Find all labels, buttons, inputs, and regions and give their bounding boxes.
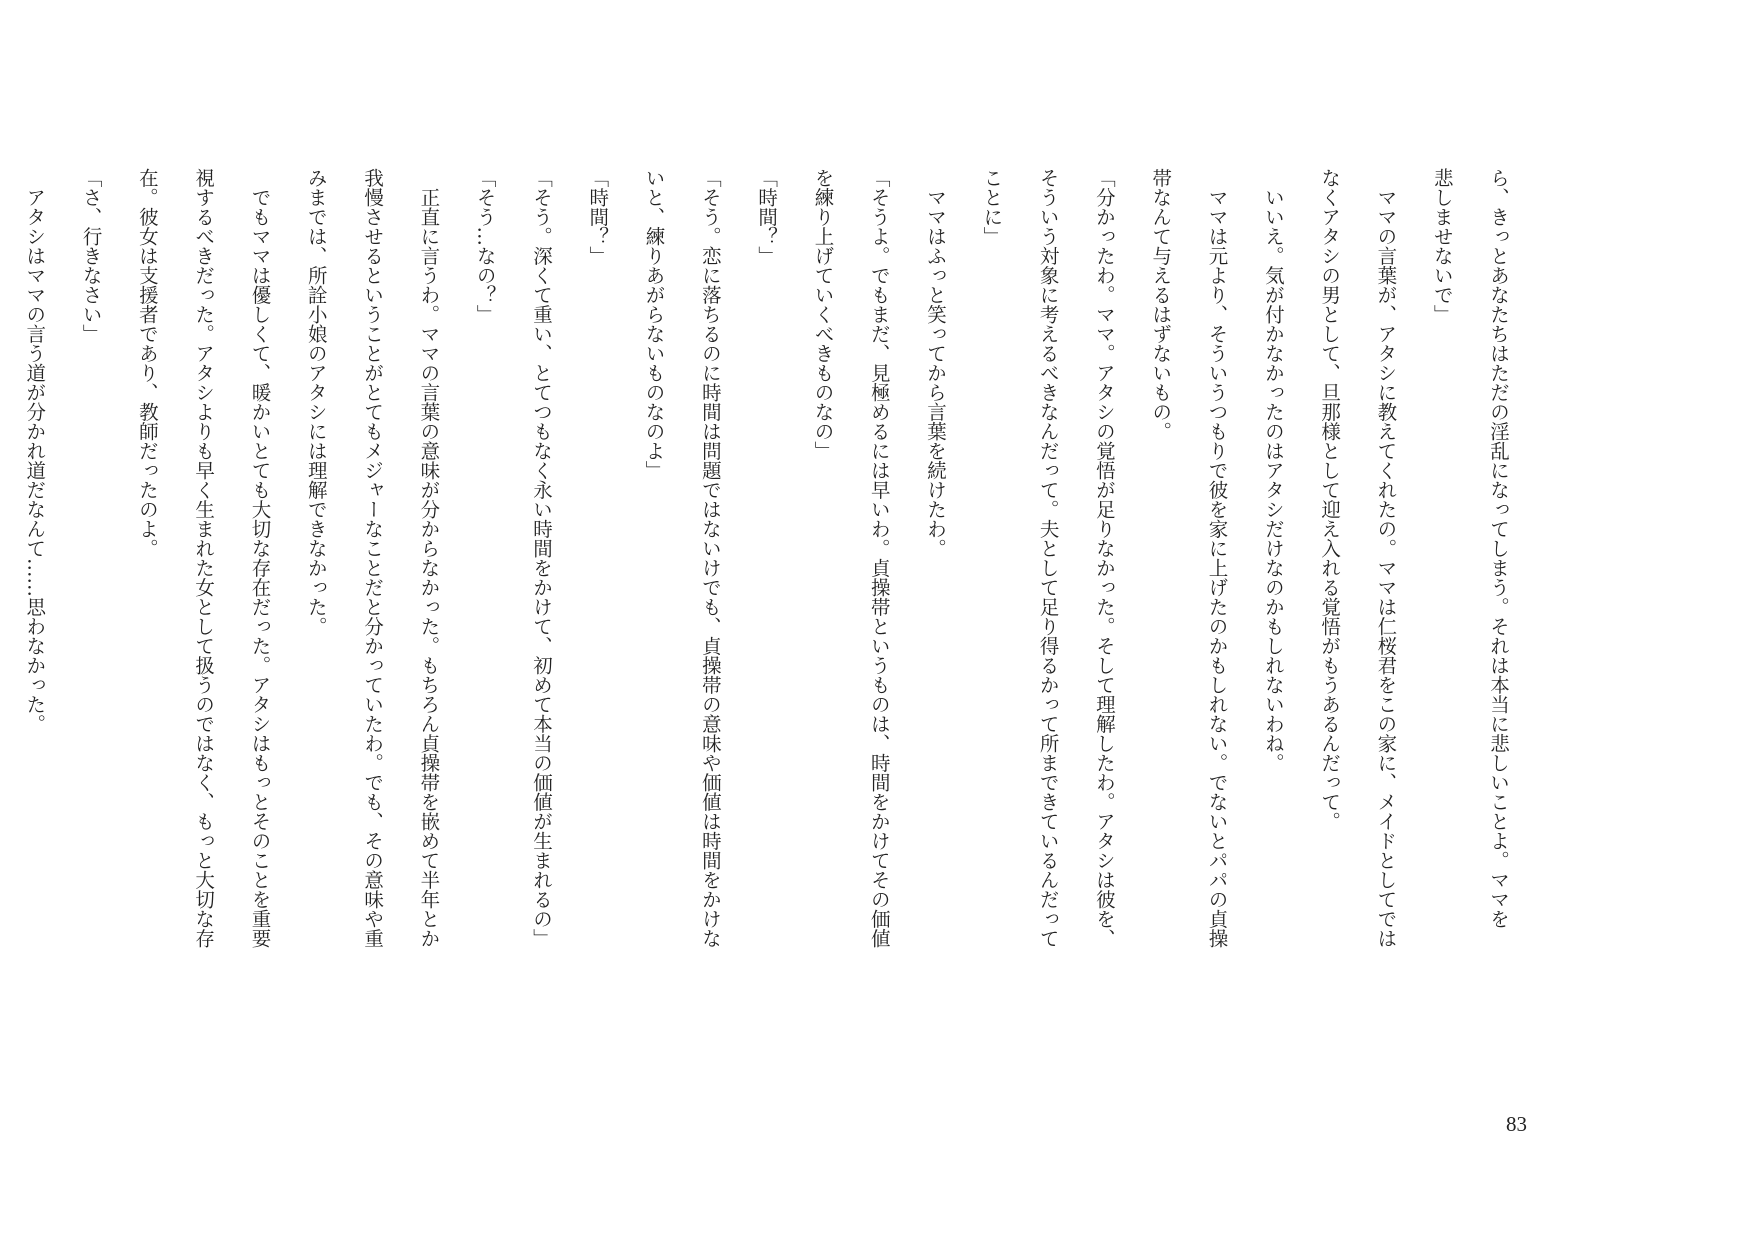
text-line: でもママは優しくて、暖かいとても大切な存在だった。アタシはもっとそのことを重要: [248, 168, 272, 948]
text-line: 「時間？」: [755, 168, 779, 266]
text-line: を練り上げていくべきものなの」: [811, 168, 835, 461]
text-line: 「そう…なの？」: [473, 168, 497, 324]
text-line: ことに」: [980, 168, 1004, 246]
text-line: 悲しませないで」: [1430, 168, 1454, 324]
text-line: ママは元より、そういうつもりで彼を家に上げたのかもしれない。でないとパパの貞操: [1205, 168, 1229, 948]
text-line: なくアタシの男として、旦那様として迎え入れる覚悟がもうあるんだって。: [1318, 168, 1342, 831]
text-line: 帯なんて与えるはずないもの。: [1149, 168, 1173, 441]
text-line: ママはふっと笑ってから言葉を続けたわ。: [924, 168, 948, 558]
text-line: 「さ、行きなさい」: [79, 168, 103, 344]
text-line: 我慢させるということがとてもメジャーなことだと分かっていたわ。でも、その意味や重: [361, 168, 385, 948]
text-line: ら、きっとあなたちはただの淫乱になってしまう。それは本当に悲しいことよ。ママを: [1487, 168, 1510, 929]
page-number: 83: [1506, 1112, 1527, 1136]
text-line: いと、練りあがらないものなのよ」: [642, 168, 666, 480]
text-line: 視するべきだった。アタシよりも早く生まれた女として扱うのではなく、もっと大切な存: [192, 168, 216, 948]
text-line: 「そう。恋に落ちるのに時間は問題ではないけでも、貞操帯の意味や価値は時間をかけな: [698, 168, 722, 948]
text-line: 正直に言うわ。ママの言葉の意味が分からなかった。もちろん貞操帯を嵌めて半年とか: [417, 168, 441, 948]
text-line: 「そう。深くて重い、とてつもなく永い時間をかけて、初めて本当の価値が生まれるの」: [529, 168, 553, 948]
text-line: 「時間？」: [586, 168, 610, 266]
text-line: ママの言葉が、アタシに教えてくれたの。ママは仁桜君をこの家に、メイドとしてでは: [1374, 168, 1398, 948]
text-line: いいえ。気が付かなかったのはアタシだけなのかもしれないわね。: [1261, 168, 1285, 773]
text-line: 在。彼女は支援者であり、教師だったのよ。: [135, 168, 159, 558]
text-line: みまでは、所詮小娘のアタシには理解できなかった。: [304, 168, 328, 636]
text-line: アタシはママの言う道が分かれ道だなんて……思わなかった。: [23, 168, 47, 734]
text-line: 「そうよ。でもまだ、見極めるには早いわ。貞操帯というものは、時間をかけてその価値: [867, 168, 891, 948]
text-line: 「分かったわ。ママ。アタシの覚悟が足りなかった。そして理解したわ。アタシは彼を、: [1092, 168, 1116, 948]
vertical-text-block: [0, 168, 1526, 1088]
text-line: そういう対象に考えるべきなんだって。夫として足り得るかって所まできているんだって: [1036, 168, 1060, 948]
